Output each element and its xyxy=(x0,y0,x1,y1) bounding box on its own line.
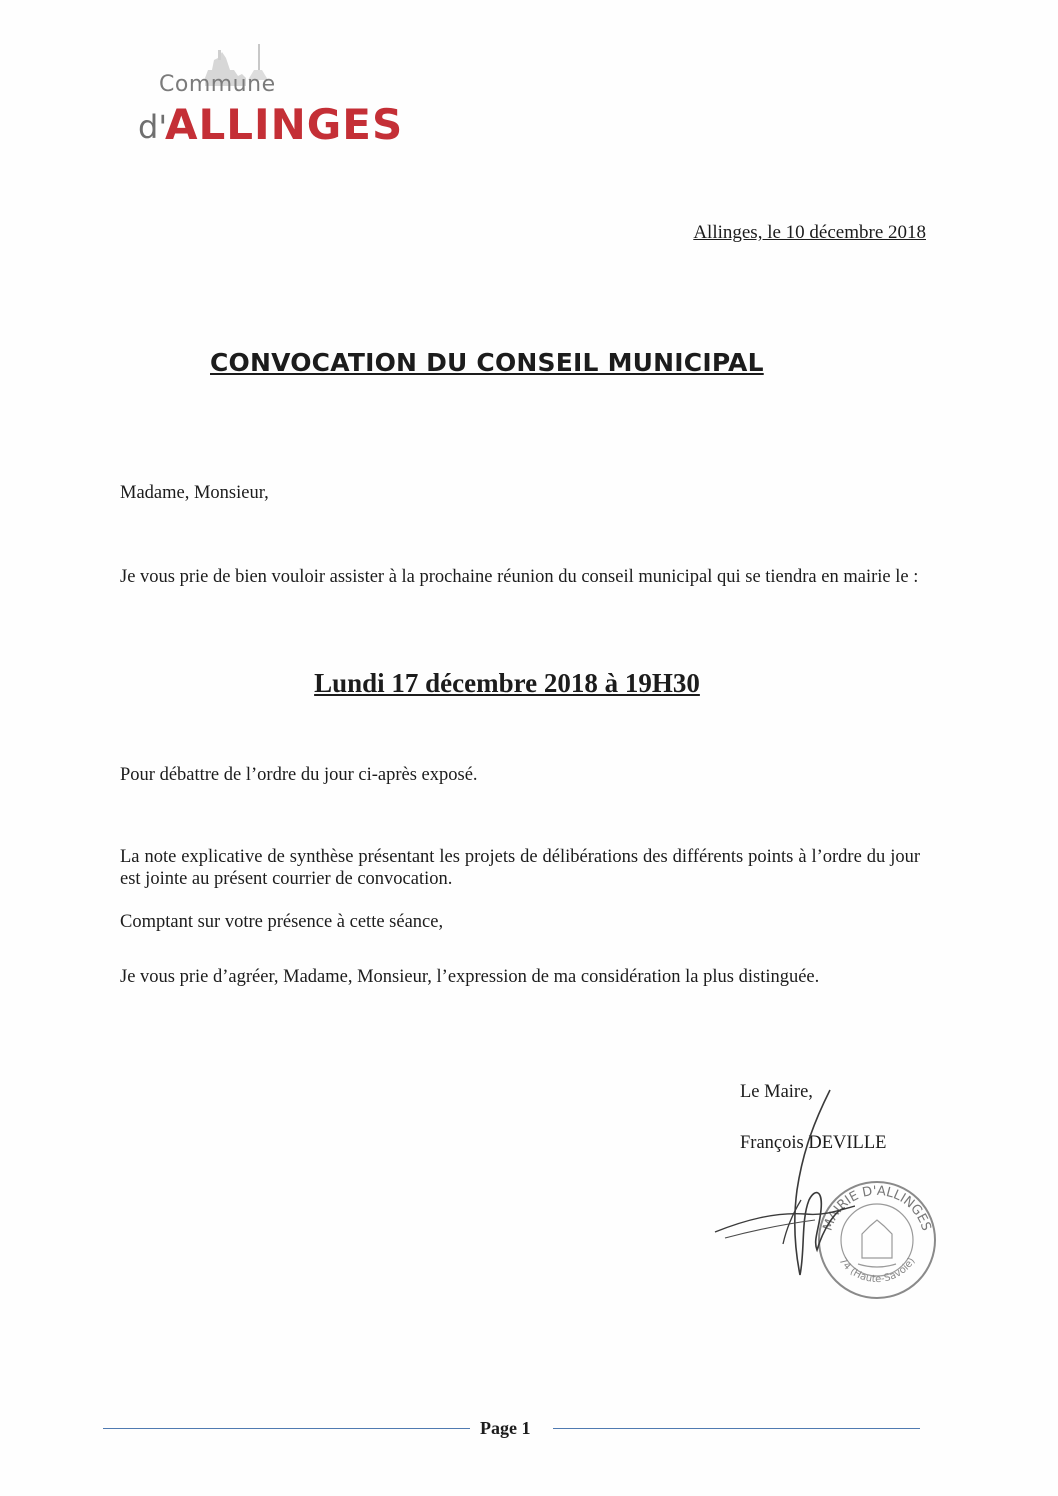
agenda-paragraph: Pour débattre de l’ordre du jour ci-après exposé. xyxy=(120,765,478,785)
logo-prefix-text: d' xyxy=(138,108,168,146)
logo-allinges-text: ALLINGES xyxy=(165,100,404,149)
letter-date: Allinges, le 10 décembre 2018 xyxy=(693,222,926,243)
handwritten-signature xyxy=(705,1080,855,1280)
salutation: Madame, Monsieur, xyxy=(120,483,269,503)
note-paragraph: La note explicative de synthèse présentant les projets de délibérations des différents points à l’ordre du jour est jointe au présent courrier de convocation. xyxy=(120,847,920,889)
svg-text:MAIRIE D'ALLINGES: MAIRIE D'ALLINGES xyxy=(820,1183,934,1233)
logo-commune-text: Commune xyxy=(159,72,276,97)
meeting-datetime xyxy=(0,668,1058,699)
page-number: Page 1 xyxy=(480,1418,531,1438)
signatory-name: François DEVILLE xyxy=(740,1133,887,1153)
meeting-datetime-text: Lundi 17 décembre 2018 à 19H30 xyxy=(314,668,700,698)
footer-rule-left xyxy=(103,1428,470,1429)
footer-rule-right xyxy=(553,1428,920,1429)
svg-text:74 (Haute-Savoie): 74 (Haute-Savoie) xyxy=(836,1255,918,1286)
invitation-paragraph: Je vous prie de bien vouloir assister à la prochaine réunion du conseil municipal qui se tiendra en mairie le : xyxy=(120,567,919,587)
presence-paragraph: Comptant sur votre présence à cette séance, xyxy=(120,912,444,932)
letter-title: CONVOCATION DU CONSEIL MUNICIPAL xyxy=(210,348,764,377)
closing-paragraph: Je vous prie d’agréer, Madame, Monsieur, l’expression de ma considération la plus distinguée. xyxy=(120,967,820,987)
signatory-title: Le Maire, xyxy=(740,1082,813,1102)
commune-logo xyxy=(130,40,404,160)
